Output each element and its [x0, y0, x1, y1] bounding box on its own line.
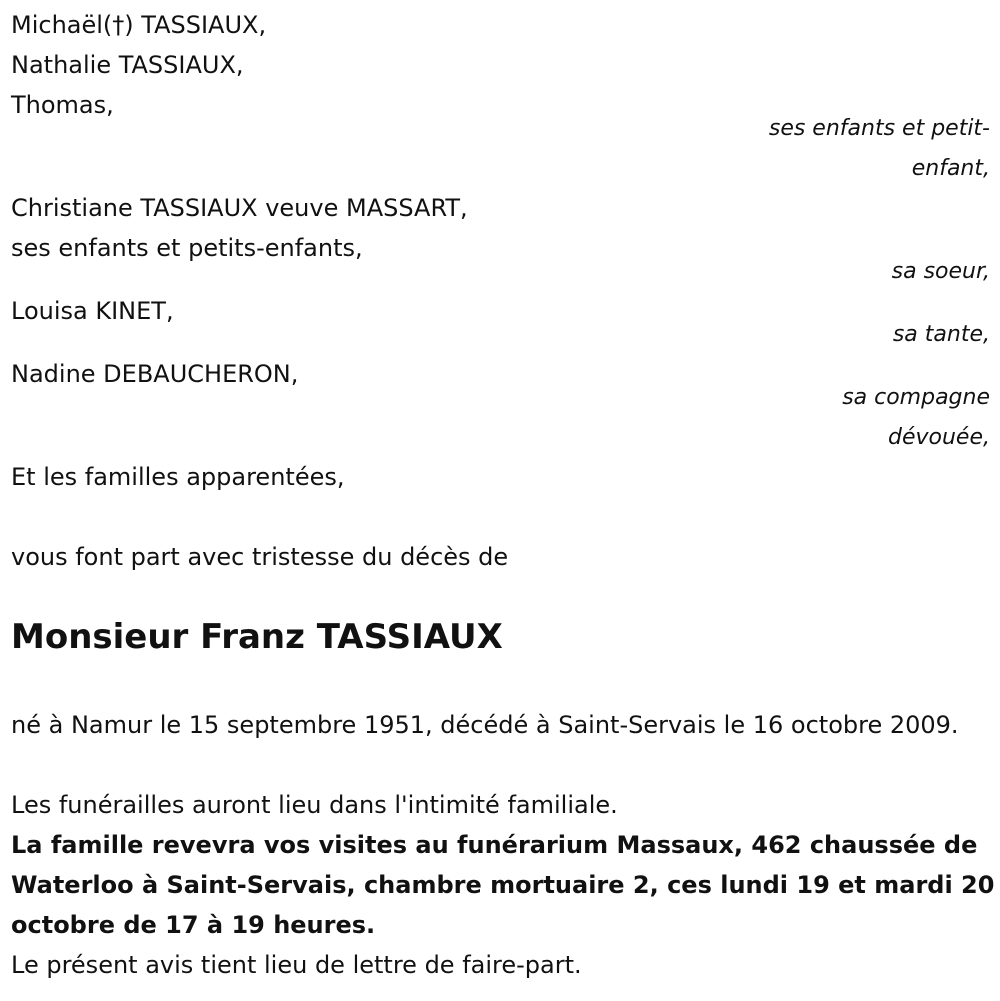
visits-details: La famille revevra vos visites au funérarium Massaux, 462 chaussée de Waterloo à Saint-Servais, chambre mortuaire 2, ces lundi 19 et mardi 20 octobre de 17 à 19 heures.: [11, 831, 995, 939]
family-member-nadine: Nadine DEBAUCHERON,: [11, 360, 299, 388]
announcement-text: vous font part avec tristesse du décès de: [11, 543, 509, 571]
family-member-louisa: Louisa KINET,: [11, 297, 174, 325]
relation-partner-line2: dévouée,: [888, 425, 990, 450]
relation-partner-line1: sa compagne: [842, 385, 990, 410]
family-children-grandchildren: ses enfants et petits-enfants,: [11, 234, 363, 262]
relation-children-line2: enfant,: [911, 156, 990, 181]
relation-children-line1: ses enfants et petit-: [768, 116, 990, 141]
related-families: Et les familles apparentées,: [11, 463, 345, 491]
family-member-thomas: Thomas,: [11, 91, 114, 119]
notice-text: Le présent avis tient lieu de lettre de faire-part.: [11, 951, 582, 979]
birth-death-details: né à Namur le 15 septembre 1951, décédé à Saint-Servais le 16 octobre 2009.: [11, 711, 959, 739]
family-member-nathalie: Nathalie TASSIAUX,: [11, 51, 244, 79]
relation-sister: sa soeur,: [891, 259, 990, 284]
funeral-details: Les funérailles auront lieu dans l'intimité familiale.: [11, 791, 618, 819]
relation-aunt: sa tante,: [892, 322, 990, 347]
family-member-michael: Michaël(†) TASSIAUX,: [11, 11, 267, 39]
family-member-christiane: Christiane TASSIAUX veuve MASSART,: [11, 194, 468, 222]
deceased-name: Monsieur Franz TASSIAUX: [11, 617, 503, 657]
